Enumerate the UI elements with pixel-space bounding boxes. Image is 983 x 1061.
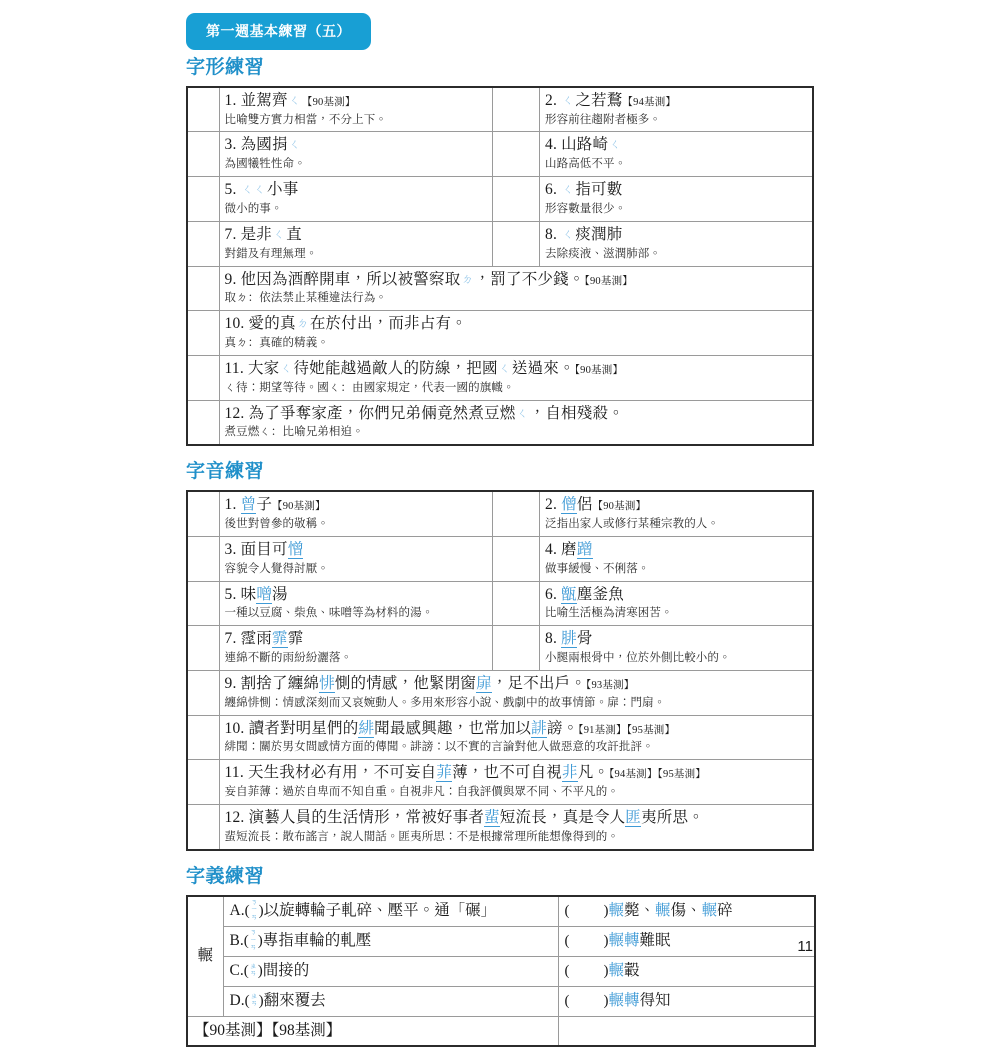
section-ziyin — [186, 460, 814, 850]
question-text: 8. ㄑ痰潤肺 — [545, 225, 623, 243]
blank-marker[interactable]: ㄑㄑ — [241, 182, 267, 197]
blank-marker[interactable]: ㄑ — [273, 226, 286, 241]
bopomofo-annotation: ㄓ ㄢ — [249, 962, 257, 978]
answer-cell[interactable] — [187, 132, 219, 177]
question-cell — [219, 355, 813, 400]
question-text: 7. 是非ㄑ直 — [224, 225, 302, 243]
option-cell: D.( ㄓ ㄢ )翻來覆去 — [223, 986, 558, 1016]
table-row — [187, 177, 813, 222]
question-cell — [219, 132, 493, 177]
section-title-ziyin: 字音練習 — [186, 461, 265, 483]
bopomofo-annotation: ㄓ ㄢ — [250, 992, 258, 1008]
table-row — [187, 760, 813, 805]
bopomofo-annotation: ㄋ ㄧ ㄢ — [249, 928, 257, 951]
section-zixing — [186, 56, 814, 446]
table-row — [187, 491, 813, 536]
question-text: 2. 僧侶【90基測】 — [545, 496, 647, 514]
table-row — [187, 956, 815, 986]
definition-text: 緋聞：關於男女間感情方面的傳聞。誹謗：以不實的言論對他人做惡意的攻訐批評。 — [224, 741, 654, 754]
question-cell — [219, 581, 493, 626]
answer-cell[interactable] — [187, 491, 219, 536]
answer-cell[interactable] — [187, 355, 219, 400]
question-cell — [540, 221, 814, 266]
question-text: 2. ㄑ之若鶩【94基測】 — [545, 91, 677, 109]
blank-marker[interactable]: ㄑ — [609, 137, 622, 152]
definition-text: 微小的事。 — [224, 202, 283, 215]
highlighted-char: 霏 — [272, 630, 288, 648]
question-cell — [219, 87, 493, 132]
definition-text: 真ㄉ：真確的精義。 — [224, 337, 329, 350]
highlighted-char: 悱 — [319, 674, 335, 692]
table-row — [187, 715, 813, 760]
blank-marker[interactable]: ㄑ — [288, 137, 301, 152]
blank-marker[interactable]: ㄑ — [562, 92, 575, 107]
question-text: 4. 山路崎ㄑ — [545, 136, 622, 154]
definition-text: 纏綿悱惻：情感深刻而又哀婉動人。多用來形容小說、戲劇中的故事情節。扉：門扇。 — [224, 696, 666, 709]
highlighted-char: 蹭 — [576, 540, 593, 558]
blank-marker[interactable]: ㄑ — [516, 405, 529, 420]
question-text: 11. 天生我材必有用，不可妄自菲薄，也不可自視非凡。【94基測】【95基測】 — [224, 764, 707, 782]
answer-cell[interactable] — [187, 221, 219, 266]
highlighted-char: 匪 — [625, 809, 642, 827]
table-row — [187, 626, 813, 671]
question-cell — [219, 177, 493, 222]
definition-text: 妄自菲薄：過於自卑而不知自重。自視非凡：自我評價與眾不同、不平凡的。 — [224, 786, 619, 799]
answer-cell[interactable] — [493, 491, 540, 536]
answer-cell[interactable] — [187, 400, 219, 445]
answer-blue-word: 輾 — [655, 901, 671, 919]
definition-text: 形容數量很少。 — [545, 202, 627, 215]
table-row — [187, 536, 813, 581]
answer-cell[interactable] — [187, 805, 219, 850]
blank-marker[interactable]: ㄑ — [280, 360, 293, 375]
answer-blue-word: 輾 — [701, 901, 718, 919]
table-row — [187, 896, 815, 927]
answer-choice-cell[interactable]: ( )輾轉難眠 — [558, 926, 815, 956]
option-cell: C.( ㄓ ㄢ )間接的 — [223, 956, 558, 986]
question-text: 3. 面目可憎 — [224, 540, 304, 558]
blank-marker[interactable]: ㄑ — [288, 92, 301, 107]
highlighted-char: 曾 — [240, 496, 257, 514]
definition-text: 比喻生活極為清寒困苦。 — [545, 607, 673, 620]
answer-blue-word: 輾 — [608, 901, 625, 919]
exam-tag: 【90基測】 — [584, 275, 633, 287]
table-row — [187, 132, 813, 177]
answer-cell[interactable] — [187, 311, 219, 356]
question-text: 8. 腓骨 — [545, 630, 593, 648]
answer-cell[interactable] — [493, 177, 540, 222]
question-cell — [219, 715, 813, 760]
table-row — [187, 221, 813, 266]
option-cell: B.( ㄋ ㄧ ㄢ )專指車輪的軋壓 — [223, 926, 558, 956]
exam-tag: 【94基測】【95基測】 — [609, 769, 707, 781]
table-row — [187, 986, 815, 1016]
question-text: 9. 他因為酒醉開車，所以被警察取ㄉ，罰了不少錢。【90基測】 — [224, 270, 633, 288]
question-cell — [219, 221, 493, 266]
answer-cell[interactable] — [493, 581, 540, 626]
question-cell — [219, 311, 813, 356]
question-cell — [540, 132, 814, 177]
headword-char: 輾 — [187, 896, 223, 1017]
question-cell — [219, 536, 493, 581]
definition-text: 連綿不斷的雨紛紛灑落。 — [224, 652, 353, 664]
blank-marker[interactable]: ㄑ — [562, 226, 575, 241]
exam-tag: 【91基測】【95基測】 — [578, 724, 676, 736]
highlighted-char: 蜚 — [484, 809, 500, 827]
answer-cell[interactable] — [187, 626, 219, 671]
highlighted-char: 噌 — [256, 585, 273, 603]
answer-cell[interactable] — [493, 536, 540, 581]
question-cell — [219, 491, 493, 536]
unit-title-badge: 第一週基本練習（五） — [186, 13, 371, 50]
blank-marker[interactable]: ㄉ — [296, 316, 309, 331]
table-ziyin — [186, 490, 814, 851]
table-row — [187, 805, 813, 850]
question-cell — [219, 400, 813, 445]
answer-blue-word: 輾轉 — [608, 991, 640, 1009]
blank-marker[interactable]: ㄑ — [498, 360, 511, 375]
answer-blue-word: 輾轉 — [608, 931, 640, 949]
table-row — [187, 926, 815, 956]
question-text: 11. 大家ㄑ待她能越過敵人的防線，把國ㄑ送過來。【90基測】 — [224, 359, 624, 377]
answer-cell[interactable] — [493, 626, 540, 671]
question-cell — [219, 626, 493, 671]
definition-text: 做事緩慢、不俐落。 — [545, 562, 650, 575]
table-row — [187, 355, 813, 400]
exam-tag: 【94基測】 — [622, 96, 677, 108]
highlighted-char: 非 — [562, 764, 578, 782]
question-text: 12. 演藝人員的生活情形，常被好事者蜚短流長，真是令人匪夷所思。 — [224, 809, 704, 827]
question-text: 10. 讀者對明星們的緋聞最感興趣，也常加以誹謗。【91基測】【95基測】 — [224, 719, 676, 737]
question-cell — [219, 805, 813, 850]
answer-cell[interactable] — [187, 715, 219, 760]
answer-choice-cell[interactable]: ( )輾轉得知 — [558, 986, 815, 1016]
question-cell — [540, 87, 814, 132]
question-cell — [219, 760, 813, 805]
definition-text: 煮豆燃ㄑ：比喻兄弟相迫。 — [224, 426, 364, 439]
definition-text: ㄑ待：期望等待。國ㄑ：由國家規定，代表一國的旗幟。 — [224, 381, 515, 394]
definition-text: 容貌令人覺得討厭。 — [224, 562, 329, 575]
section-title-zixing: 字形練習 — [186, 57, 265, 78]
definition-text: 為國犧牲性命。 — [224, 158, 306, 171]
question-text: 10. 愛的真ㄉ在於付出，而非占有。 — [224, 315, 467, 333]
table-row — [187, 581, 813, 626]
option-cell: A.( ㄋ ㄧ ㄢ )以旋轉輪子軋碎、壓平。通「碾」 — [223, 896, 558, 927]
answer-cell[interactable] — [493, 221, 540, 266]
worksheet-content — [186, 56, 814, 1061]
answer-cell[interactable] — [187, 536, 219, 581]
table-row — [187, 87, 813, 132]
definition-text: 蜚短流長：散布謠言，說人閒話。匪夷所思：不是根據常理所能想像得到的。 — [224, 830, 619, 843]
answer-choice-cell[interactable]: ( )輾轂 — [558, 956, 815, 986]
exam-tag: 【93基測】 — [586, 679, 635, 691]
question-text: 6. 甑塵釜魚 — [545, 585, 624, 603]
question-text: 5. ㄑㄑ小事 — [224, 181, 299, 199]
answer-cell[interactable] — [187, 760, 219, 805]
question-text: 3. 為國捐ㄑ — [224, 136, 301, 154]
definition-text: 形容前往趨附者極多。 — [545, 113, 661, 126]
definition-text: 比喻雙方實力相當，不分上下。 — [224, 113, 387, 126]
definition-text: 泛指出家人或修行某種宗教的人。 — [545, 517, 719, 530]
answer-cell[interactable] — [187, 581, 219, 626]
page-number: 11 — [797, 938, 813, 955]
highlighted-char: 甑 — [561, 585, 577, 603]
question-text: 1. 曾子【90基測】 — [224, 496, 326, 514]
question-text: 5. 味噌湯 — [224, 585, 288, 603]
bopomofo-annotation: ㄋ ㄧ ㄢ — [250, 898, 258, 921]
question-text: 6. ㄑ指可數 — [545, 181, 623, 199]
question-text: 4. 磨蹭 — [545, 540, 593, 558]
definition-text: 後世對曾參的敬稱。 — [224, 517, 329, 530]
question-cell — [219, 266, 813, 311]
table-row — [187, 400, 813, 445]
section-title-ziyi: 字義練習 — [186, 865, 265, 887]
definition-text: 小腿兩根骨中，位於外側比較小的。 — [545, 652, 731, 664]
highlighted-char: 憎 — [287, 540, 304, 558]
answer-cell[interactable] — [493, 132, 540, 177]
footer-exam-tags: 【90基測】【98基測】 — [187, 1016, 558, 1046]
answer-cell[interactable] — [187, 266, 219, 311]
table-row — [187, 311, 813, 356]
question-cell — [540, 581, 814, 626]
header-badge-wrapper — [186, 13, 371, 50]
answer-cell[interactable] — [493, 87, 540, 132]
question-text: 9. 割捨了纏綿悱惻的情感，他緊閉窗扉，足不出戶。【93基測】 — [224, 674, 635, 692]
answer-choice-cell[interactable]: ( )輾斃、輾傷、輾碎 — [558, 896, 815, 927]
table-footer-row — [187, 1016, 815, 1046]
highlighted-char: 菲 — [436, 764, 453, 782]
question-cell — [540, 626, 814, 671]
question-cell — [540, 536, 814, 581]
question-cell — [540, 491, 814, 536]
question-cell — [540, 177, 814, 222]
question-text: 7. 霪雨霏霏 — [224, 630, 304, 648]
answer-cell[interactable] — [187, 177, 219, 222]
section-ziyi — [186, 865, 814, 1048]
question-text: 12. 為了爭奪家產，你們兄弟倆竟然煮豆燃ㄑ，自相殘殺。 — [224, 404, 624, 422]
table-row — [187, 670, 813, 715]
exam-tag: 【90基測】 — [301, 96, 356, 108]
definition-text: 去除痰液、滋潤肺部。 — [545, 247, 661, 260]
highlighted-char: 緋 — [358, 719, 375, 737]
question-text: 1. 並駕齊ㄑ【90基測】 — [224, 91, 356, 109]
highlighted-char: 扉 — [476, 674, 492, 692]
question-cell — [219, 670, 813, 715]
table-zixing — [186, 86, 814, 447]
highlighted-char: 僧 — [561, 496, 577, 514]
answer-cell[interactable] — [187, 87, 219, 132]
highlighted-char: 腓 — [561, 630, 577, 648]
answer-cell[interactable] — [187, 670, 219, 715]
definition-text: 山路高低不平。 — [545, 158, 627, 171]
exam-tag: 【90基測】 — [592, 501, 647, 513]
definition-text: 取ㄉ：依法禁止某種違法行為。 — [224, 292, 387, 305]
table-ziyi — [186, 895, 816, 1048]
blank-marker[interactable]: ㄉ — [461, 271, 474, 286]
answer-blue-word: 輾 — [608, 961, 625, 979]
exam-tag: 【90基測】 — [272, 501, 326, 513]
blank-marker[interactable]: ㄑ — [562, 182, 575, 197]
table-row — [187, 266, 813, 311]
definition-text: 一種以豆腐、柴魚、味噌等為材料的湯。 — [224, 607, 434, 620]
definition-text: 對錯及有理無理。 — [224, 247, 318, 260]
exam-tag: 【90基測】 — [574, 364, 624, 376]
highlighted-char: 誹 — [531, 719, 547, 737]
